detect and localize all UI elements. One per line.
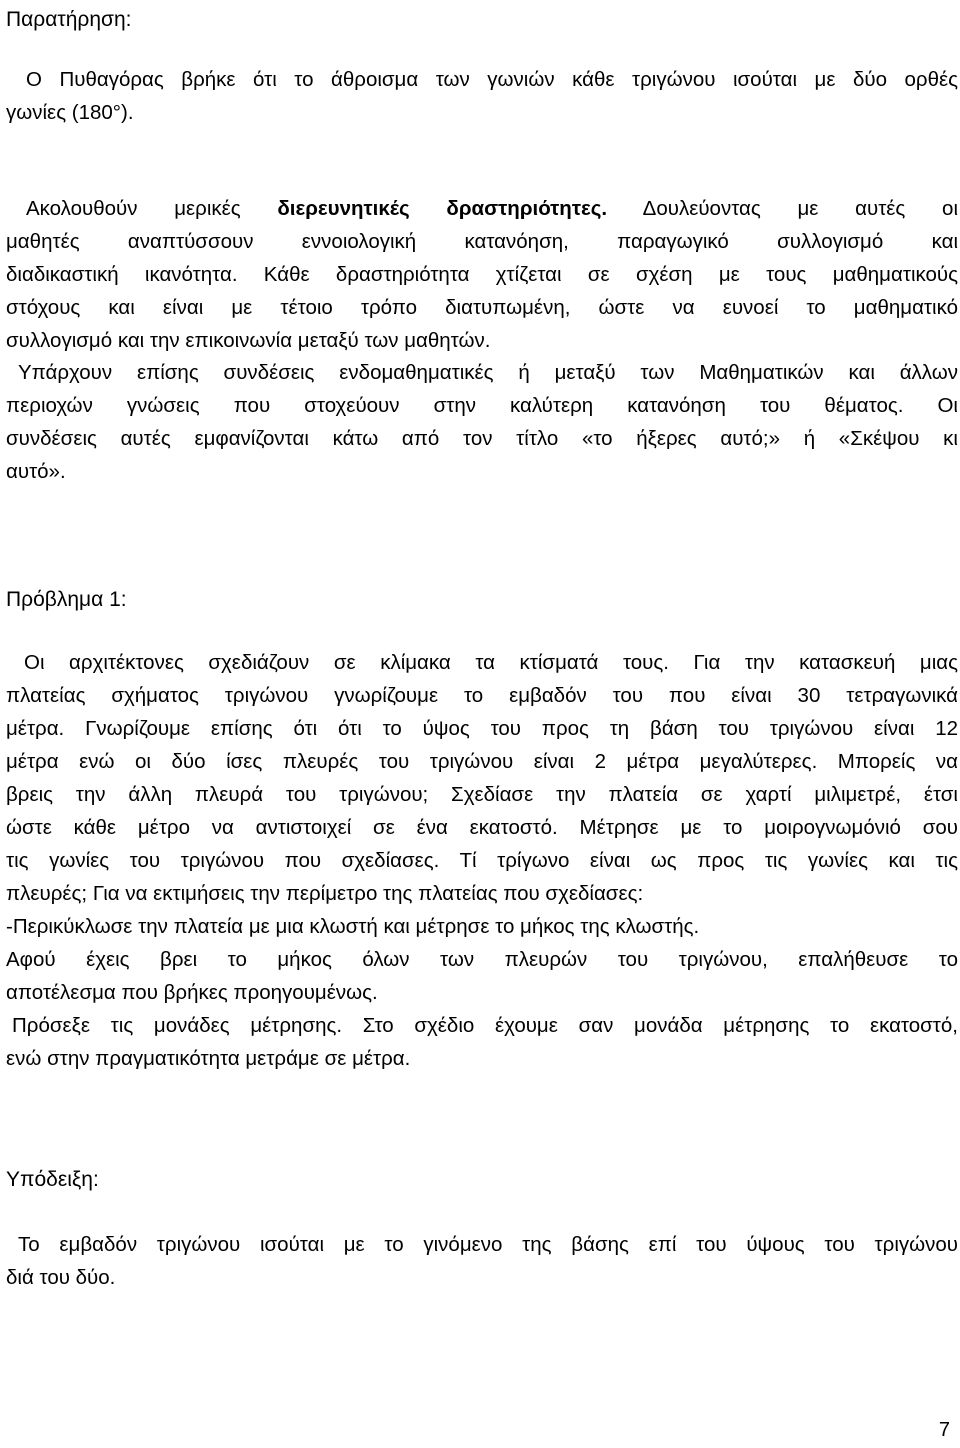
- problem-line: ώστε κάθε μέτρο να αντιστοιχεί σε ένα εκατοστό. Μέτρησε με το μοιρογνωμόνιό σου: [6, 816, 958, 839]
- activities-line-3: διαδικαστική ικανότητα. Κάθε δραστηριότητα χτίζεται σε σχέση με τους μαθηματικούς: [6, 263, 958, 286]
- problem-line: πλατείας σχήματος τριγώνου γνωρίζουμε το εμβαδόν του που είναι 30 τετραγωνικά: [6, 684, 958, 707]
- activities-paragraph: [6, 192, 958, 357]
- pythagoras-line-1: Ο Πυθαγόρας βρήκε ότι το άθροισμα των γωνιών κάθε τριγώνου ισούται με δύο ορθές: [26, 68, 958, 91]
- activities-line-2: μαθητές αναπτύσσουν εννοιολογική κατανόηση, παραγωγικό συλλογισμό και: [6, 230, 958, 253]
- problem-line: Οι αρχιτέκτονες σχεδιάζουν σε κλίμακα τα κτίσματά τους. Για την κατασκευή μιας: [24, 651, 958, 674]
- problem-line: ενώ στην πραγματικότητα μετράμε σε μέτρα.: [6, 1047, 411, 1070]
- observation-heading: Παρατήρηση:: [6, 8, 132, 31]
- hint-line-1: Το εμβαδόν τριγώνου ισούται με το γινόμενο της βάσης επί του ύψους του τριγώνου: [18, 1233, 958, 1256]
- problem-line: πλευρές; Για να εκτιμήσεις την περίμετρο της πλατείας που σχεδίασες:: [6, 882, 644, 905]
- links-line-1: Υπάρχουν επίσης συνδέσεις ενδομαθηματικές ή μεταξύ των Μαθηματικών και άλλων: [18, 361, 958, 384]
- hint-line-2: διά του δύο.: [6, 1266, 116, 1289]
- page-number: 7: [938, 1419, 950, 1441]
- activities-line-5: συλλογισμό και την επικοινωνία μεταξύ των μαθητών.: [6, 329, 491, 352]
- problem-line: μέτρα. Γνωρίζουμε επίσης ότι ότι το ύψος του προς τη βάση του τριγώνου είναι 12: [6, 717, 958, 740]
- activities-bold-phrase: διερευνητικές δραστηριότητες.: [277, 197, 608, 220]
- problem-line: αποτέλεσμα που βρήκες προηγουμένως.: [6, 981, 378, 1004]
- links-paragraph: [6, 356, 958, 488]
- activities-line-1: [6, 192, 958, 225]
- activities-line-1-pre: Ακολουθούν μερικές: [26, 197, 278, 220]
- links-line-4: αυτό».: [6, 460, 66, 483]
- problem-line: -Περικύκλωσε την πλατεία με μια κλωστή και μέτρησε το μήκος της κλωστής.: [6, 915, 700, 938]
- problem-line: μέτρα ενώ οι δύο ίσες πλευρές του τριγώνου είναι 2 μέτρα μεγαλύτερες. Μπορείς να: [6, 750, 958, 773]
- problem-line: τις γωνίες του τριγώνου που σχεδίασες. Τί τρίγωνο είναι ως προς τις γωνίες και τις: [6, 849, 958, 872]
- problem-line: βρεις την άλλη πλευρά του τριγώνου; Σχεδίασε την πλατεία σε χαρτί μιλιμετρέ, έτσι: [6, 783, 958, 806]
- pythagoras-paragraph: [6, 63, 958, 129]
- problem-paragraph: [6, 646, 958, 1075]
- activities-line-4: στόχους και είναι με τέτοιο τρόπο διατυπωμένη, ώστε να ευνοεί το μαθηματικό: [6, 296, 958, 319]
- activities-line-1-post: Δουλεύοντας με αυτές οι: [607, 197, 958, 220]
- hint-paragraph: [6, 1228, 958, 1294]
- links-line-3: συνδέσεις αυτές εμφανίζονται κάτω από τον τίτλο «το ήξερες αυτό;» ή «Σκέψου κι: [6, 427, 958, 450]
- problem-line: Αφού έχεις βρει το μήκος όλων των πλευρών του τριγώνου, επαλήθευσε το: [6, 948, 958, 971]
- pythagoras-line-2: γωνίες (180°).: [6, 101, 134, 124]
- hint-heading: Υπόδειξη:: [6, 1168, 99, 1191]
- problem-heading: Πρόβλημα 1:: [6, 588, 127, 611]
- problem-line: Πρόσεξε τις μονάδες μέτρησης. Στο σχέδιο έχουμε σαν μονάδα μέτρησης το εκατοστό,: [12, 1014, 958, 1037]
- links-line-2: περιοχών γνώσεις που στοχεύουν στην καλύτερη κατανόηση του θέματος. Οι: [6, 394, 958, 417]
